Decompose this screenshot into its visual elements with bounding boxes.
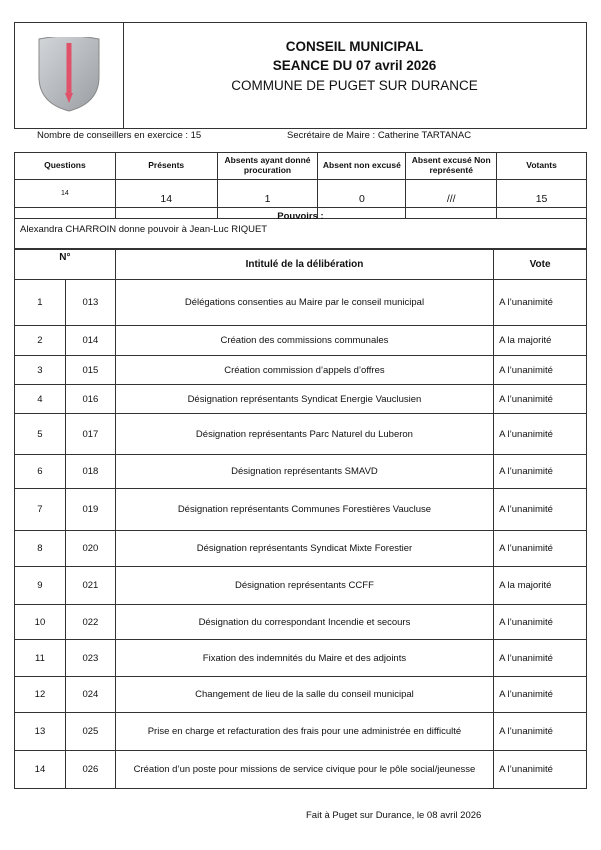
row-label: Désignation représentants Communes Forestières Vaucluse [115,489,493,531]
council-title: CONSEIL MUNICIPAL [285,39,424,54]
row-index: 7 [15,489,66,531]
row-code: 018 [65,455,115,489]
deliberation-row [15,356,587,385]
row-code: 015 [65,356,115,385]
row-index: 6 [15,455,66,489]
logo-cell [15,23,124,128]
row-code: 017 [65,414,115,455]
row-label: Désignation du correspondant Incendie et secours [115,605,493,640]
row-index: 8 [15,531,66,567]
row-code: 013 [65,280,115,326]
row-label: Prise en charge et refacturation des frais pour une administrée en difficulté [115,713,493,751]
header-non-excuse: Absent non excusé [318,153,406,180]
coat-of-arms-icon [37,37,101,113]
row-label: Désignation représentants Syndicat Energie Vauclusien [115,385,493,414]
value-procuration: 1 [217,180,318,219]
deliberations-table [14,249,587,789]
row-vote: A la majorité [494,567,587,605]
row-index: 5 [15,414,66,455]
value-presents: 14 [115,180,217,219]
row-code: 021 [65,567,115,605]
row-vote: A l’unanimité [494,489,587,531]
deliberations-header-row [15,250,587,280]
row-code: 016 [65,385,115,414]
row-vote: A l’unanimité [494,280,587,326]
session-title: SEANCE DU 07 avril 2026 [272,58,437,73]
row-vote: A l’unanimité [494,713,587,751]
row-vote: A l’unanimité [494,640,587,677]
deliberation-row [15,414,587,455]
row-index: 10 [15,605,66,640]
row-index: 13 [15,713,66,751]
row-vote: A l’unanimité [494,531,587,567]
secretaire: Secrétaire de Maire : Catherine TARTANAC [287,130,472,141]
row-label: Délégations consenties au Maire par le conseil municipal [115,280,493,326]
row-vote: A l’unanimité [494,356,587,385]
deliberation-row [15,385,587,414]
row-label: Création d’un poste pour missions de service civique pour le pôle social/jeunesse [115,751,493,789]
row-vote: A la majorité [494,326,587,356]
deliberation-row [15,677,587,713]
value-votants: 15 [497,180,587,219]
row-label: Désignation représentants Parc Naturel du Luberon [115,414,493,455]
header-procuration: Absents ayant donné procuration [217,153,318,180]
row-code: 020 [65,531,115,567]
row-index: 9 [15,567,66,605]
header-votants: Votants [497,153,587,180]
row-index: 3 [15,356,66,385]
row-label: Désignation représentants Syndicat Mixte Forestier [115,531,493,567]
row-code: 023 [65,640,115,677]
signature-date: Fait à Puget sur Durance, le 08 avril 2026 [306,810,482,821]
row-vote: A l’unanimité [494,751,587,789]
row-vote: A l’unanimité [494,677,587,713]
pouvoirs-title: Pouvoirs : [277,211,324,222]
row-index: 2 [15,326,66,356]
row-code: 022 [65,605,115,640]
row-index: 4 [15,385,66,414]
row-code: 025 [65,713,115,751]
row-label: Création commission d’appels d’offres [115,356,493,385]
row-code: 019 [65,489,115,531]
attendance-header-row [15,153,587,180]
row-label: Désignation représentants SMAVD [115,455,493,489]
header-excuse: Absent excusé Non représenté [406,153,497,180]
row-code: 024 [65,677,115,713]
header-presents: Présents [115,153,217,180]
row-code: 014 [65,326,115,356]
document-header [14,22,587,129]
deliberation-row [15,326,587,356]
row-index: 14 [15,751,66,789]
deliberation-row [15,713,587,751]
row-index: 11 [15,640,66,677]
row-label: Changement de lieu de la salle du conseil municipal [115,677,493,713]
row-vote: A l’unanimité [494,455,587,489]
row-index: 12 [15,677,66,713]
value-questions: 14 [15,180,116,219]
header-label: Intitulé de la délibération [115,250,493,280]
header-questions: Questions [15,153,116,180]
conseillers-count: Nombre de conseillers en exercice : 15 [37,130,202,141]
pouvoirs-section [14,207,587,249]
row-label: Désignation représentants CCFF [115,567,493,605]
row-vote: A l’unanimité [494,414,587,455]
commune-title: COMMUNE DE PUGET SUR DURANCE [231,78,478,93]
value-excuse: /// [406,180,497,219]
header-vote: Vote [494,250,587,280]
deliberation-row [15,455,587,489]
row-index: 1 [15,280,66,326]
row-vote: A l’unanimité [494,605,587,640]
deliberation-row [15,605,587,640]
title-cell [123,23,586,128]
value-non-excuse: 0 [318,180,406,219]
deliberation-row [15,531,587,567]
deliberation-row [15,751,587,789]
row-label: Création des commissions communales [115,326,493,356]
header-number: N° [15,250,116,280]
deliberation-row [15,567,587,605]
row-code: 026 [65,751,115,789]
deliberation-row [15,280,587,326]
row-vote: A l’unanimité [494,385,587,414]
deliberation-row [15,640,587,677]
row-label: Fixation des indemnités du Maire et des adjoints [115,640,493,677]
pouvoirs-text: Alexandra CHARROIN donne pouvoir à Jean-Luc RIQUET [20,224,268,235]
deliberation-row [15,489,587,531]
